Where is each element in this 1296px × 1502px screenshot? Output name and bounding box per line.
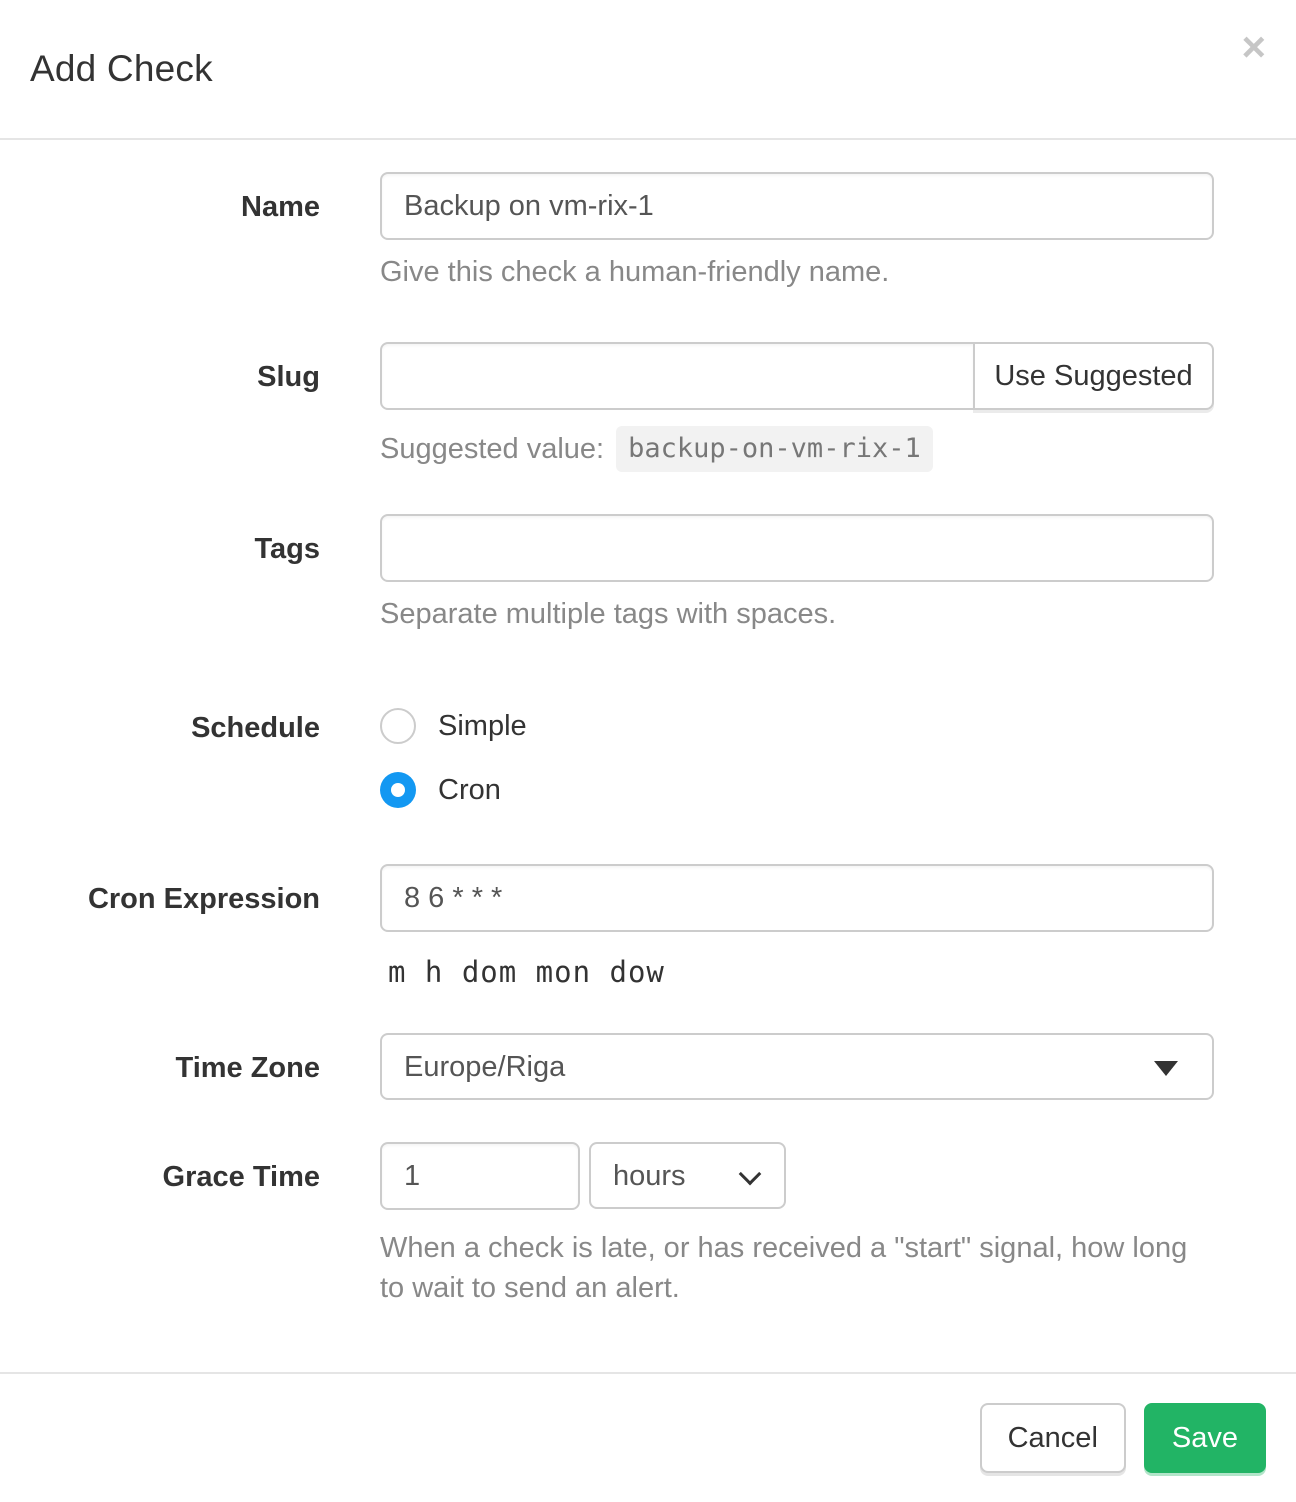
cancel-button[interactable]: Cancel [980, 1403, 1126, 1473]
timezone-select-wrap [380, 1033, 1214, 1100]
slug-input-group [380, 342, 1214, 410]
radio-unchecked-icon[interactable] [380, 708, 416, 744]
grace-time-help: When a check is late, or has received a "start" signal, how long to wait to send an alert. [380, 1232, 1188, 1304]
dialog-footer [0, 1372, 1296, 1502]
schedule-option-simple[interactable] [380, 708, 1214, 744]
grace-time-row [0, 1142, 1296, 1308]
tags-label: Tags [254, 533, 320, 565]
cron-expression-label: Cron Expression [87, 883, 320, 915]
name-label: Name [241, 191, 320, 223]
dialog-title: Add Check [30, 48, 213, 89]
timezone-label: Time Zone [175, 1052, 320, 1084]
schedule-label: Schedule [191, 712, 320, 744]
timezone-row [0, 1033, 1296, 1100]
dialog-body [0, 140, 1296, 1372]
schedule-option-cron[interactable] [380, 772, 1214, 808]
grace-time-controls [380, 1142, 1214, 1210]
grace-unit-select[interactable] [589, 1142, 786, 1209]
cron-fields-hint: m h dom mon dow [388, 955, 665, 989]
tags-help: Separate multiple tags with spaces. [380, 598, 837, 630]
tags-row [0, 514, 1296, 634]
slug-input[interactable] [380, 342, 975, 410]
slug-suggested-value: backup-on-vm-rix-1 [616, 426, 933, 472]
grace-time-value-input[interactable] [380, 1142, 580, 1210]
name-help: Give this check a human-friendly name. [380, 256, 890, 288]
cron-expression-row [0, 864, 1296, 992]
cron-expression-input[interactable] [380, 864, 1214, 932]
timezone-select[interactable] [380, 1033, 1214, 1100]
dialog-header [0, 0, 1296, 140]
tags-input[interactable] [380, 514, 1214, 582]
slug-row [0, 342, 1296, 472]
radio-checked-icon[interactable] [380, 772, 416, 808]
grace-unit-select-wrap [589, 1142, 786, 1209]
name-row [0, 172, 1296, 292]
name-input[interactable] [380, 172, 1214, 240]
grace-time-label: Grace Time [162, 1161, 320, 1193]
save-button[interactable]: Save [1144, 1403, 1266, 1473]
use-suggested-button[interactable]: Use Suggested [973, 342, 1214, 410]
close-icon[interactable]: × [1237, 22, 1270, 72]
schedule-option-cron-label[interactable]: Cron [438, 774, 501, 806]
schedule-option-simple-label[interactable]: Simple [438, 710, 527, 742]
slug-suggested-line [380, 426, 1214, 472]
slug-label: Slug [257, 361, 320, 393]
schedule-row [0, 708, 1296, 808]
slug-suggested-prefix: Suggested value: [380, 433, 605, 465]
